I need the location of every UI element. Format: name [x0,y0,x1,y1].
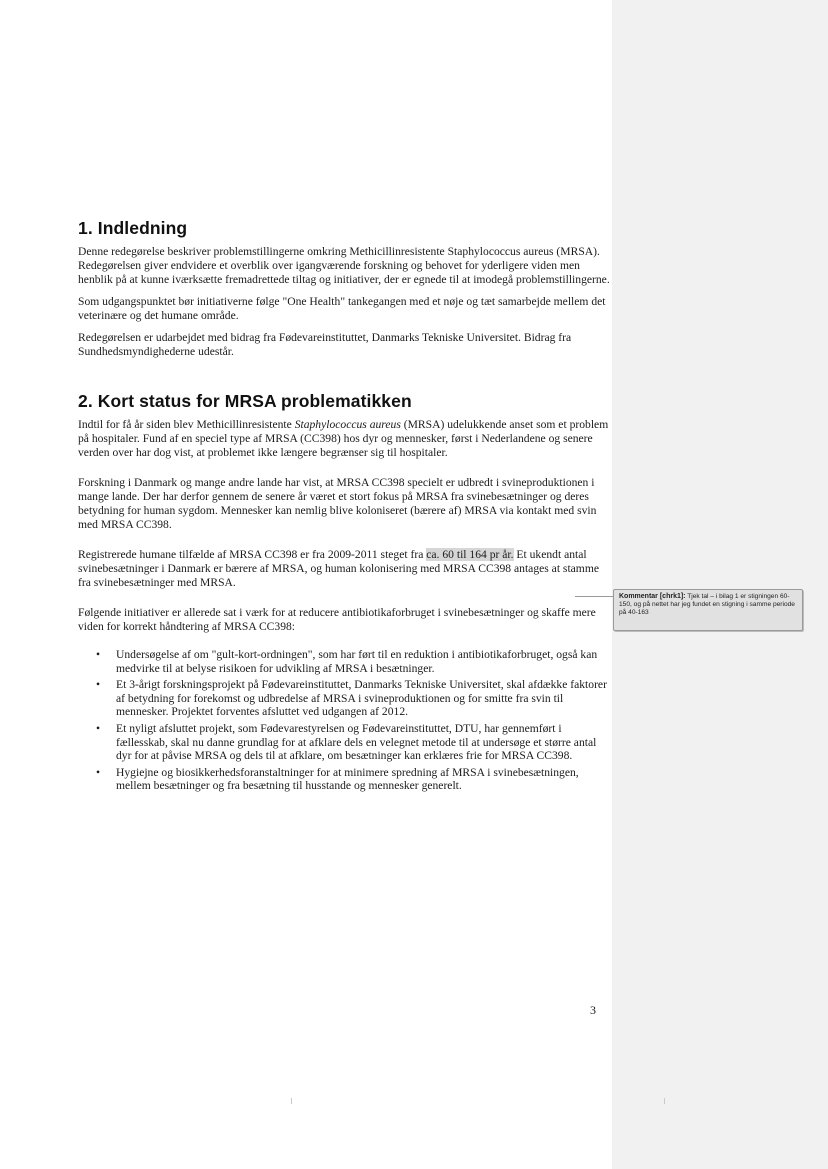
list-item-text: Hygiejne og biosikkerhedsforanstaltninger for at minimere spredning af MRSA i svinebesætningen, mellem besætninger og fra besætning til husstande og mennesker generelt. [116,765,579,793]
section-2-paragraph-2: Forskning i Danmark og mange andre lande har vist, at MRSA CC398 specielt er udbredt i svineproduktionen i mange lande. Der har derfor gennem de senere år været et stort fokus på MRSA fra svinebesætninger og deres betydning for human sygdom. Mennesker kan nemlig blive koloniseret (bærere af) MRSA via kontakt med svin med MRSA CC398. [78,476,597,531]
scan-mark [291,1098,292,1104]
list-item [96,648,610,675]
section-1-paragraph-1: Denne redegørelse beskriver problemstillingerne omkring Methicillinresistente Staphylococcus aureus (MRSA). Redegørelsen giver endvidere et overblik over igangværende forskning og behovet for yderligere viden men henblik på at kunne iværksætte fremadrettede tiltag og initiativer, der er egnede til at imodegå problemstillingerne. [78,245,610,286]
comment-connector-line [575,596,615,597]
initiatives-list [78,648,610,793]
section-1-heading: 1. Indledning [78,218,188,238]
list-item [96,765,610,793]
list-item-text: Et 3-årigt forskningsprojekt på Fødevareinstituttet, Danmarks Tekniske Universitet, skal afdække faktorer af betydning for forekomst og udbredelse af MRSA i svineproduktionen og for smitte fra svin til mennesker. Projektet forventes afsluttet ved udgangen af 2012. [116,678,607,719]
section-2-heading: 2. Kort status for MRSA problematikken [78,391,412,411]
paragraph-text: (MRSA) udelukkende anset som et problem på hospitaler. Fund af en speciel type af MRSA (CC398) hos dyr og mennesker, først i Nederlandene og senere verden over har dog vist, at problemet ikke længere begrænser sig til hospitaler. [78,418,609,459]
section-1-paragraph-2: Som udgangspunktet bør initiativerne følge "One Health" tankegangen med et nøje og tæt samarbejde mellem det veterinære og det humane område. [78,295,606,322]
bullet-icon: • [96,678,101,692]
section-1-paragraph-3: Redegørelsen er udarbejdet med bidrag fra Fødevareinstituttet, Danmarks Tekniske Universitet. Bidrag fra Sundhedsmyndighederne udestår. [78,331,572,358]
commented-text-highlight[interactable]: ca. 60 til 164 pr år. [426,548,514,561]
comment-text: Tjek tal – i bilag 1 er stigningen 60-150, og på nettet har jeg fundet en stigning i samme periode på 40-163 [619,593,795,617]
paragraph-text: Et ukendt antal svinebesætninger i Danmark er bærere af MRSA, og human kolonisering med MRSA CC398 antages at stamme fra svinebesætninger med MRSA. [78,548,599,589]
list-item [96,721,610,763]
document-body [78,218,610,796]
paragraph-text: Indtil for få år siden blev Methicillinresistente [78,418,295,431]
section-2-paragraph-1 [78,418,610,460]
review-comment-balloon[interactable] [613,589,803,631]
bullet-icon: • [96,765,101,779]
comment-author-label: Kommentar [chrk1]: [619,593,686,600]
comment-margin-pane [612,0,828,1169]
list-item-text: Undersøgelse af om "gult-kort-ordningen", som har ført til en reduktion i antibiotikaforbruget, også kan medvirke til at belyse risikoen for udvikling af MRSA i besætninger. [116,648,598,675]
bullet-icon: • [96,721,101,735]
scan-mark [664,1098,665,1104]
italic-species-name: Staphylococcus aureus [294,418,401,431]
paragraph-text: Registrerede humane tilfælde af MRSA CC398 er fra 2009-2011 steget fra [78,548,427,561]
section-2-paragraph-3 [78,548,610,590]
page-number: 3 [590,1003,596,1017]
list-item-text: Et nyligt afsluttet projekt, som Fødevarestyrelsen og Fødevareinstituttet, DTU, har gennemført i fællesskab, skal nu danne grundlag for at afklare dels en velegnet metode til at undersøge et større antal dyr for at påvise MRSA og dels til at afklare, om besætninger kan erklæres frie for MRSA CC398. [116,721,597,763]
bullet-icon: • [96,648,101,661]
list-item [96,678,610,719]
section-2-paragraph-4: Følgende initiativer er allerede sat i værk for at reducere antibiotikaforbruget i svinebesætninger og skaffe mere viden for korrekt håndtering af MRSA CC398: [78,606,596,633]
